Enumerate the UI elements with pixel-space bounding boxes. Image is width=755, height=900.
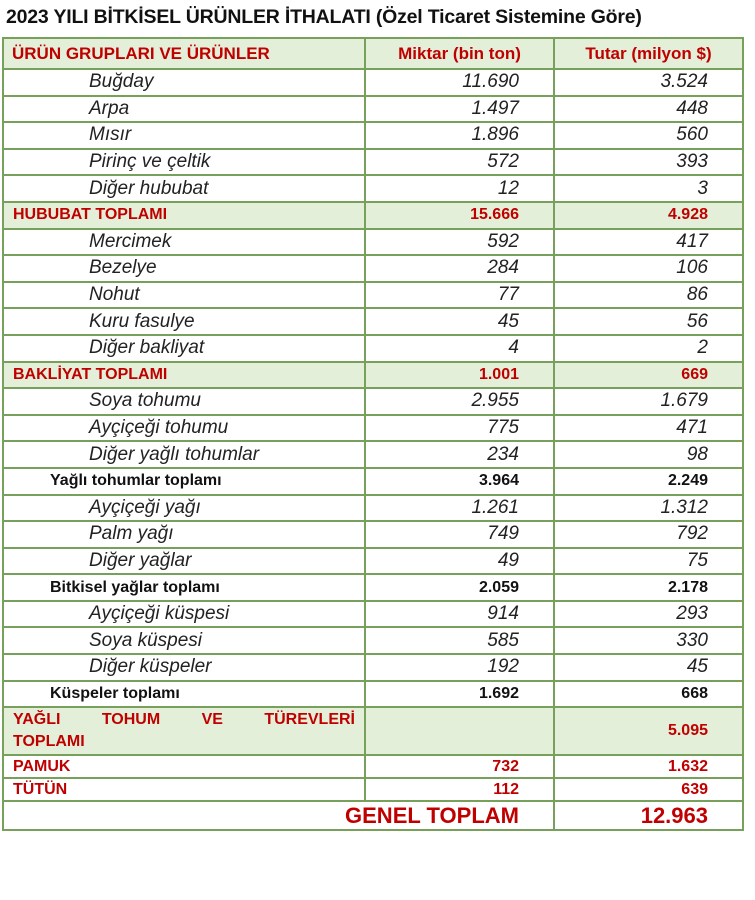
product-name: Ayçiçeği yağı <box>3 495 365 522</box>
product-name: Mercimek <box>3 229 365 256</box>
table-row <box>3 308 743 335</box>
oilseed-derivatives-total-row <box>3 707 743 755</box>
product-name: Bezelye <box>3 255 365 282</box>
quantity-cell: 2.955 <box>365 388 554 415</box>
table-row <box>3 69 743 96</box>
label-word: TÜREVLERİ <box>264 711 355 729</box>
table-row <box>3 548 743 575</box>
label-word: VE <box>201 711 223 729</box>
quantity-cell: 15.666 <box>365 202 554 229</box>
tutun-label: TÜTÜN <box>3 778 365 801</box>
product-name: BAKLİYAT TOPLAMI <box>3 362 365 389</box>
table-row <box>3 495 743 522</box>
value-cell: 106 <box>554 255 743 282</box>
value-cell: 45 <box>554 654 743 681</box>
product-name: Diğer hububat <box>3 175 365 202</box>
value-cell: 86 <box>554 282 743 309</box>
page-title: 2023 YILI BİTKİSEL ÜRÜNLER İTHALATI (Özel Ticaret Sistemine Göre) <box>6 6 642 28</box>
value-cell: 330 <box>554 627 743 654</box>
header-value: Tutar (milyon $) <box>554 38 743 69</box>
product-name: Kuru fasulye <box>3 308 365 335</box>
quantity-cell: 284 <box>365 255 554 282</box>
value-cell: 560 <box>554 122 743 149</box>
table-row <box>3 388 743 415</box>
value-cell: 417 <box>554 229 743 256</box>
quantity-cell: 192 <box>365 654 554 681</box>
product-name: Palm yağı <box>3 521 365 548</box>
quantity-cell: 77 <box>365 282 554 309</box>
table-row <box>3 122 743 149</box>
product-name: Küspeler toplamı <box>3 681 365 708</box>
grand-total-row <box>3 801 743 830</box>
label-word: TOHUM <box>101 711 161 729</box>
quantity-cell: 11.690 <box>365 69 554 96</box>
pamuk-label: PAMUK <box>3 755 365 778</box>
table-row <box>3 654 743 681</box>
quantity-cell: 1.001 <box>365 362 554 389</box>
table-row <box>3 149 743 176</box>
grand-total-value: 12.963 <box>554 801 743 830</box>
product-name: Diğer küspeler <box>3 654 365 681</box>
quantity-cell: 3.964 <box>365 468 554 495</box>
value-cell: 98 <box>554 441 743 468</box>
value-cell: 3 <box>554 175 743 202</box>
quantity-cell: 572 <box>365 149 554 176</box>
value-cell: 2.249 <box>554 468 743 495</box>
quantity-cell: 4 <box>365 335 554 362</box>
quantity-cell: 2.059 <box>365 574 554 601</box>
quantity-cell: 592 <box>365 229 554 256</box>
quantity-cell: 1.497 <box>365 96 554 123</box>
value-cell: 668 <box>554 681 743 708</box>
subtotal-row <box>3 574 743 601</box>
quantity-cell: 45 <box>365 308 554 335</box>
value-cell: 1.312 <box>554 495 743 522</box>
oilseed-derivatives-total-value: 5.095 <box>554 707 743 755</box>
quantity-cell: 12 <box>365 175 554 202</box>
product-name: Ayçiçeği küspesi <box>3 601 365 628</box>
value-cell: 2 <box>554 335 743 362</box>
table-row <box>3 335 743 362</box>
label-word: YAĞLI <box>13 711 61 729</box>
table-row <box>3 601 743 628</box>
table-row <box>3 415 743 442</box>
value-cell: 448 <box>554 96 743 123</box>
tutun-row <box>3 778 743 801</box>
table-row <box>3 175 743 202</box>
group-total-row <box>3 362 743 389</box>
table-row <box>3 255 743 282</box>
table-row <box>3 627 743 654</box>
quantity-cell: 775 <box>365 415 554 442</box>
quantity-cell: 1.692 <box>365 681 554 708</box>
product-name: Diğer yağlar <box>3 548 365 575</box>
product-name: Bitkisel yağlar toplamı <box>3 574 365 601</box>
oilseed-derivatives-total-label <box>3 707 365 755</box>
quantity-cell: 1.261 <box>365 495 554 522</box>
product-name: HUBUBAT TOPLAMI <box>3 202 365 229</box>
pamuk-quantity: 732 <box>365 755 554 778</box>
value-cell: 792 <box>554 521 743 548</box>
product-name: Nohut <box>3 282 365 309</box>
label-line-2: TOPLAMI <box>13 733 85 751</box>
value-cell: 4.928 <box>554 202 743 229</box>
product-name: Yağlı tohumlar toplamı <box>3 468 365 495</box>
header-quantity: Miktar (bin ton) <box>365 38 554 69</box>
value-cell: 75 <box>554 548 743 575</box>
value-cell: 2.178 <box>554 574 743 601</box>
imports-table <box>2 37 744 831</box>
subtotal-row <box>3 468 743 495</box>
product-name: Diğer bakliyat <box>3 335 365 362</box>
pamuk-row <box>3 755 743 778</box>
table-row <box>3 441 743 468</box>
oilseed-derivatives-total-quantity <box>365 707 554 755</box>
table-row <box>3 282 743 309</box>
product-name: Pirinç ve çeltik <box>3 149 365 176</box>
quantity-cell: 49 <box>365 548 554 575</box>
quantity-cell: 1.896 <box>365 122 554 149</box>
value-cell: 56 <box>554 308 743 335</box>
product-name: Diğer yağlı tohumlar <box>3 441 365 468</box>
table-row <box>3 229 743 256</box>
tutun-quantity: 112 <box>365 778 554 801</box>
subtotal-row <box>3 681 743 708</box>
value-cell: 669 <box>554 362 743 389</box>
product-name: Buğday <box>3 69 365 96</box>
product-name: Mısır <box>3 122 365 149</box>
quantity-cell: 749 <box>365 521 554 548</box>
tutun-value: 639 <box>554 778 743 801</box>
product-name: Soya küspesi <box>3 627 365 654</box>
value-cell: 393 <box>554 149 743 176</box>
table-header-row <box>3 38 743 69</box>
value-cell: 471 <box>554 415 743 442</box>
pamuk-value: 1.632 <box>554 755 743 778</box>
table-row <box>3 521 743 548</box>
quantity-cell: 585 <box>365 627 554 654</box>
header-product-groups: ÜRÜN GRUPLARI VE ÜRÜNLER <box>3 38 365 69</box>
table-row <box>3 96 743 123</box>
product-name: Arpa <box>3 96 365 123</box>
quantity-cell: 234 <box>365 441 554 468</box>
grand-total-label: GENEL TOPLAM <box>3 801 554 830</box>
product-name: Ayçiçeği tohumu <box>3 415 365 442</box>
group-total-row <box>3 202 743 229</box>
value-cell: 293 <box>554 601 743 628</box>
quantity-cell: 914 <box>365 601 554 628</box>
value-cell: 3.524 <box>554 69 743 96</box>
value-cell: 1.679 <box>554 388 743 415</box>
product-name: Soya tohumu <box>3 388 365 415</box>
